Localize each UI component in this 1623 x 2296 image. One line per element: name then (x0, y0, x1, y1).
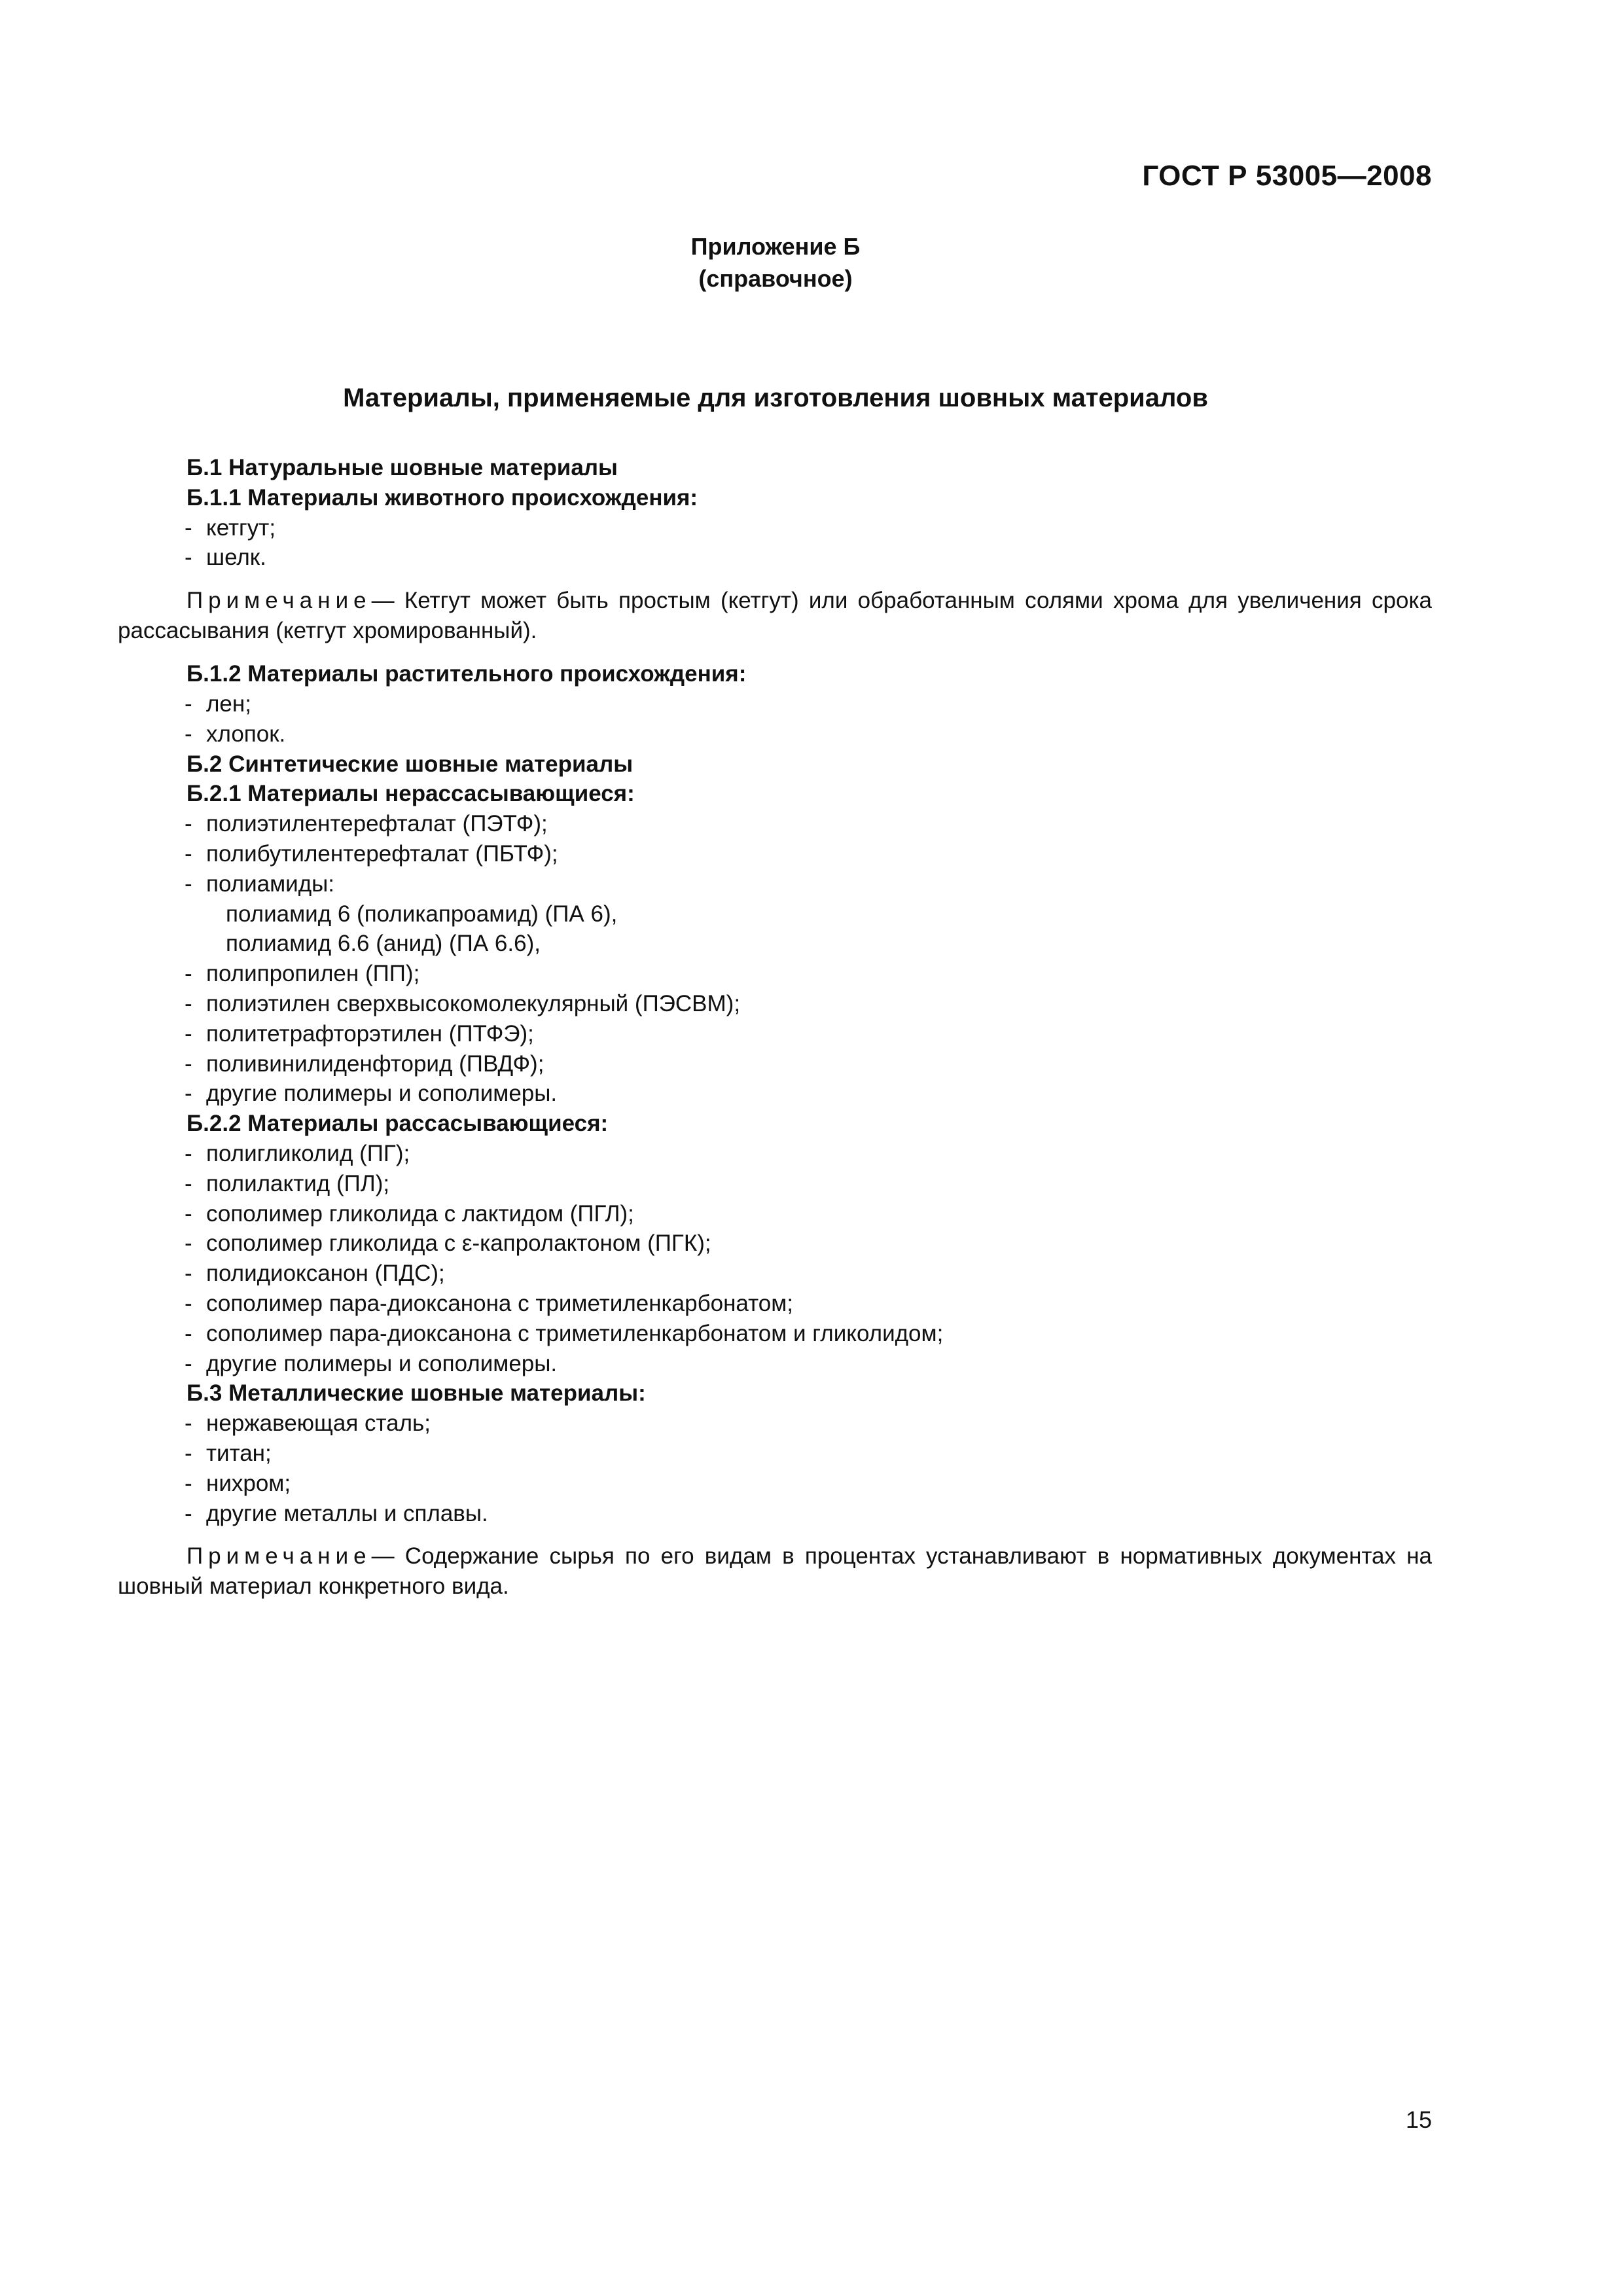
bullet-dash: - (185, 1020, 192, 1047)
list-item (118, 989, 1432, 1019)
list-item (118, 1229, 1432, 1259)
list-item-text: политетрафторэтилен (ПТФЭ); (206, 1020, 534, 1047)
list-item (118, 719, 1432, 749)
bullet-dash: - (185, 1050, 192, 1077)
list-item-text: шелк. (206, 545, 266, 571)
b21-list-b (118, 959, 1432, 1109)
list-item-text: нихром; (206, 1470, 291, 1496)
list-item-text: полибутилентерефталат (ПБТФ); (206, 840, 558, 867)
bullet-dash: - (185, 1140, 192, 1166)
bullet-dash: - (185, 1170, 192, 1196)
list-item (118, 1469, 1432, 1499)
list-item-text: полиамид 6 (поликапроамид) (ПА 6), (226, 901, 618, 927)
bullet-dash: - (185, 1230, 192, 1257)
bullet-dash: - (185, 691, 192, 717)
section-b11-heading: Б.1.1 Материалы животного происхождения: (187, 484, 698, 511)
b21-polyamide-sublist (118, 899, 1432, 960)
list-item (118, 929, 1432, 959)
list-item (118, 1199, 1432, 1229)
bullet-dash: - (185, 545, 192, 571)
bullet-dash: - (185, 1320, 192, 1346)
list-item (118, 1259, 1432, 1289)
list-item-text: лен; (206, 691, 251, 717)
bullet-dash: - (185, 1350, 192, 1376)
note-text: — Содержание сырья по его видам в процентах устанавливают в нормативных документах на шовный материал конкретного вида. (118, 1543, 1432, 1600)
list-item (118, 959, 1432, 989)
bullet-dash: - (185, 1470, 192, 1496)
note-text: — Кетгут может быть простым (кетгут) или обработанным солями хрома для увеличения срока рассасывания (кетгут хромированный). (118, 588, 1432, 644)
document-title: Материалы, применяемые для изготовления шовных материалов (343, 384, 1208, 412)
list-item (118, 1349, 1432, 1379)
bullet-dash: - (185, 870, 192, 897)
note-raw-materials (118, 1541, 1432, 1602)
list-item-text: сополимер пара-диоксанона с триметиленкарбонатом; (206, 1290, 793, 1316)
note-catgut (118, 586, 1432, 646)
list-item (118, 839, 1432, 869)
list-item (118, 1499, 1432, 1529)
bullet-dash: - (185, 1261, 192, 1287)
list-item (118, 809, 1432, 839)
bullet-dash: - (185, 840, 192, 867)
list-item-text: полидиоксанон (ПДС); (206, 1261, 445, 1287)
section-b1-heading: Б.1 Натуральные шовные материалы (187, 455, 618, 480)
section-b3-heading: Б.3 Металлические шовные материалы: (187, 1380, 646, 1407)
list-item-text: сополимер пара-диоксанона с триметиленкарбонатом и гликолидом; (206, 1320, 944, 1346)
list-item-text: другие металлы и сплавы. (206, 1500, 488, 1526)
list-item-text: полиэтилентерефталат (ПЭТФ); (206, 811, 548, 837)
list-item-text: кетгут; (206, 514, 276, 541)
list-item-text: титан; (206, 1440, 272, 1466)
appendix-content (118, 453, 1432, 1615)
bullet-dash: - (185, 990, 192, 1016)
list-item (118, 1169, 1432, 1199)
list-item (118, 689, 1432, 719)
b21-list-a (118, 809, 1432, 899)
b3-list (118, 1408, 1432, 1528)
section-b2-heading: Б.2 Синтетические шовные материалы (187, 751, 633, 777)
bullet-dash: - (185, 1410, 192, 1437)
b12-list (118, 689, 1432, 749)
list-item (118, 1139, 1432, 1169)
list-item-text: другие полимеры и сополимеры. (206, 1350, 558, 1376)
bullet-dash: - (185, 1081, 192, 1107)
list-item (118, 1079, 1432, 1109)
list-item (118, 543, 1432, 573)
list-item-text: полиамиды: (206, 870, 335, 897)
list-item-text: поливинилиденфторид (ПВДФ); (206, 1050, 544, 1077)
bullet-dash: - (185, 961, 192, 987)
list-item (118, 1408, 1432, 1439)
list-item (118, 1319, 1432, 1349)
list-item (118, 1019, 1432, 1049)
bullet-dash: - (185, 1440, 192, 1466)
bullet-dash: - (185, 1200, 192, 1227)
bullet-dash: - (185, 721, 192, 747)
b11-list (118, 513, 1432, 573)
list-item-text: полиамид 6.6 (анид) (ПА 6.6), (226, 931, 541, 957)
list-item-text: полипропилен (ПП); (206, 961, 420, 987)
list-item-text: полигликолид (ПГ); (206, 1140, 410, 1166)
note-label: Примечание (187, 588, 372, 614)
note-label: Примечание (187, 1543, 372, 1570)
list-item (118, 869, 1432, 899)
list-item-text: полиэтилен сверхвысокомолекулярный (ПЭСВМ); (206, 990, 741, 1016)
standard-number: ГОСТ Р 53005—2008 (1142, 160, 1432, 192)
list-item-text: другие полимеры и сополимеры. (206, 1081, 558, 1107)
list-item (118, 1289, 1432, 1319)
bullet-dash: - (185, 811, 192, 837)
section-b21-heading: Б.2.1 Материалы нерассасывающиеся: (187, 781, 635, 807)
bullet-dash: - (185, 1500, 192, 1526)
page-number: 15 (1405, 2106, 1432, 2133)
list-item (118, 513, 1432, 543)
appendix-label: Приложение Б (690, 233, 861, 260)
list-item (118, 1049, 1432, 1079)
list-item-text: хлопок. (206, 721, 286, 747)
list-item-text: полилактид (ПЛ); (206, 1170, 390, 1196)
appendix-kind: (справочное) (698, 265, 853, 292)
section-b12-heading: Б.1.2 Материалы растительного происхождения: (187, 661, 747, 687)
bullet-dash: - (185, 1290, 192, 1316)
list-item (118, 1439, 1432, 1469)
section-b22-heading: Б.2.2 Материалы рассасывающиеся: (187, 1111, 609, 1137)
list-item-text: сополимер гликолида с ε-капролактоном (ПГК); (206, 1230, 711, 1257)
list-item-text: сополимер гликолида с лактидом (ПГЛ); (206, 1200, 634, 1227)
list-item (118, 899, 1432, 929)
b22-list (118, 1139, 1432, 1378)
list-item-text: нержавеющая сталь; (206, 1410, 431, 1437)
bullet-dash: - (185, 514, 192, 541)
appendix-heading (0, 230, 1551, 295)
